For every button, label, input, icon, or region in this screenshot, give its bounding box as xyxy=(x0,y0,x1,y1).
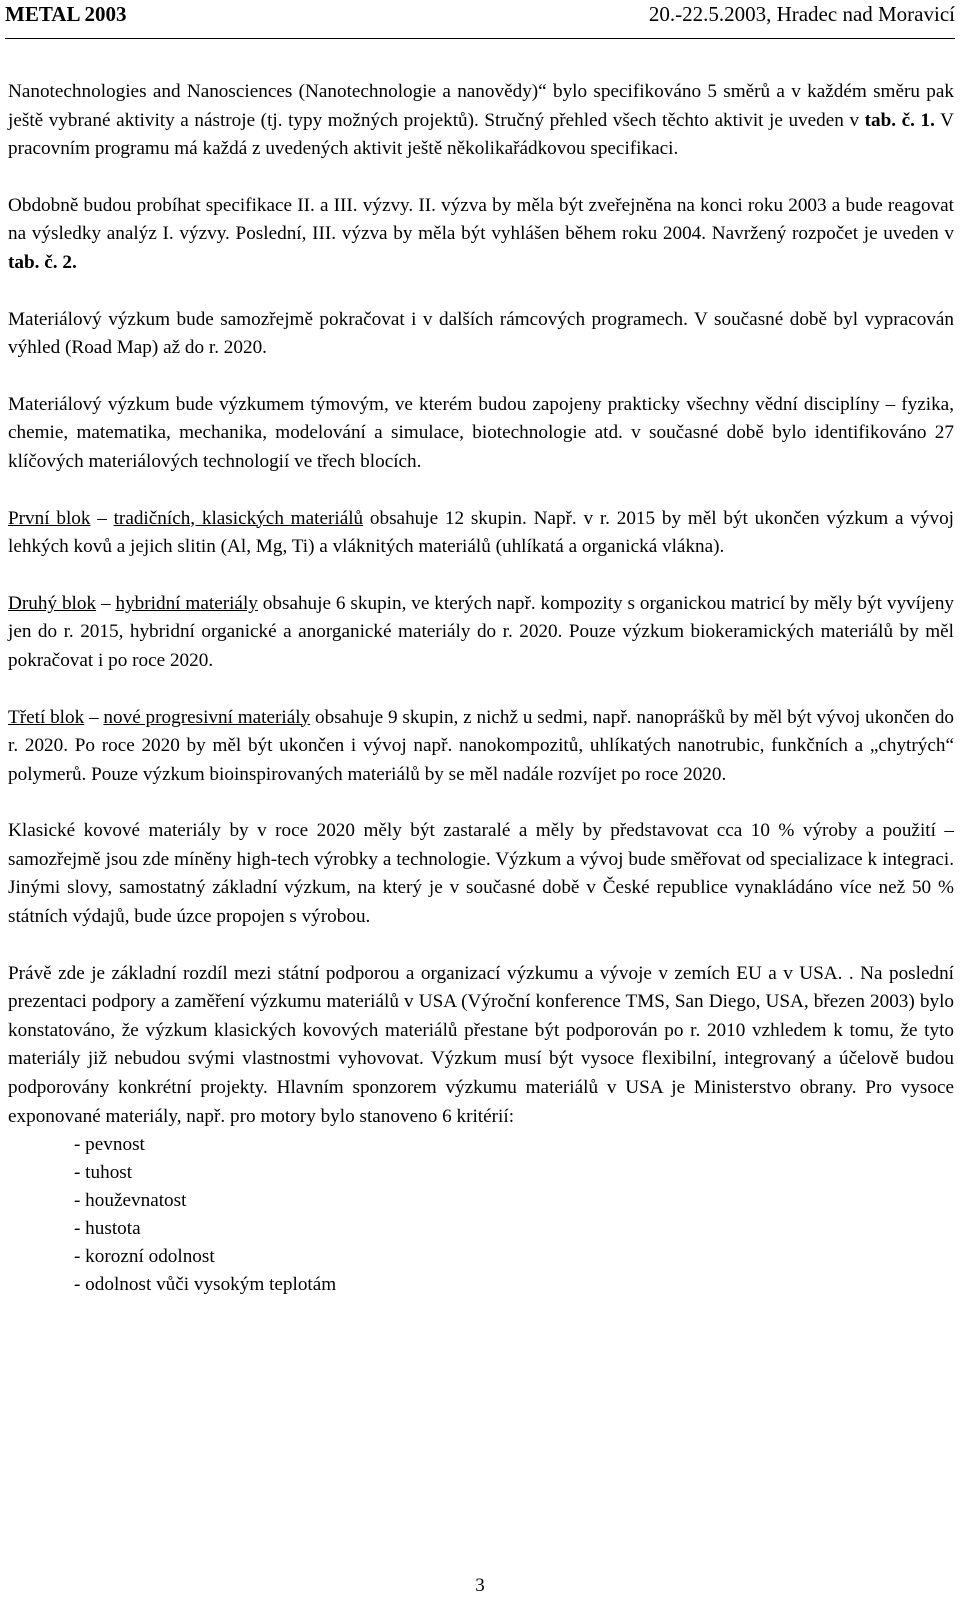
block-1-title: tradičních, klasických materiálů xyxy=(113,507,364,529)
paragraph-nanotechnologies: Nanotechnologies and Nanosciences (Nanotechnologie a nanovědy)“ bylo specifikováno 5 směrů a v každém směru pak ještě vybrané aktivity a nástroje (tj. typy možných projektů). Stručný přehled všech těchto aktivit je uveden v tab. č. 1. V pracovním programu má každá z uvedených aktivit ještě několikařádkovou specifikaci. xyxy=(8,81,954,160)
paragraph-team-research: Materiálový výzkum bude výzkumem týmovým, ve kterém budou zapojeny prakticky všechny vědní disciplíny – fyzika, chemie, matematika, mechanika, modelování a simulace, biotechnologie atd. v současné době bylo identifikováno 27 klíčových materiálových technologií ve třech blocích. xyxy=(8,393,954,472)
conference-date-place: 20.-22.5.2003, Hradec nad Moravicí xyxy=(648,2,955,26)
block-2-title: hybridní materiály xyxy=(115,592,258,614)
paragraph-classic-metals: Klasické kovové materiály by v roce 2020 měly být zastaralé a měly by představovat cca 10 % výroby a použití – samozřejmě jsou zde míněny high-tech výrobky a technologie. Výzkum a vývoj bude směřovat od specializace k integraci. Jinými slovy, samostatný základní výzkum, na který je v současné době v České republice vynakládáno více než 50 % státních výdajů, bude úzce propojen s výrobou. xyxy=(8,820,954,928)
header-divider xyxy=(5,38,955,39)
block-2-label: Druhý blok xyxy=(8,592,97,614)
table-ref-1: tab. č. 1. xyxy=(864,109,935,131)
page-header xyxy=(5,0,955,40)
page-number: 3 xyxy=(475,1575,485,1596)
list-item: - pevnost xyxy=(74,1134,145,1156)
paragraph-block-3: Třetí blok – nové progresivní materiály obsahuje 9 skupin, z nichž u sedmi, např. nanoprášků by měl být vývoj ukončen do r. 2020. Po roce 2020 by měl být ukončen i vývoj např. nanokompozitů, uhlíkatých nanotrubic, funkčních a „chytrých“ polymerů. Pouze výzkum bioinspirovaných materiálů by se měl nadále rozvíjet po roce 2020. xyxy=(8,706,955,785)
list-item: - odolnost vůči vysokým teplotám xyxy=(74,1274,337,1296)
paragraph-block-2: Druhý blok – hybridní materiály obsahuje 6 skupin, ve kterých např. kompozity s organickou matricí by měly být vyvíjeny jen do r. 2015, hybridní organické a anorganické materiály do r. 2020. Pouze výzkum biokeramických materiálů by měl pokračovat i po roce 2020. xyxy=(8,592,955,671)
list-item: - houževnatost xyxy=(74,1190,187,1212)
list-item: - korozní odolnost xyxy=(74,1246,215,1268)
paragraph-calls: Obdobně budou probíhat specifikace II. a III. výzvy. II. výzva by měla být zveřejněna na konci roku 2003 a bude reagovat na výsledky analýz I. výzvy. Poslední, III. výzva by měla být vyhlášen během roku 2004. Navržený rozpočet je uveden v tab. č. 2. xyxy=(8,194,954,273)
conference-title: METAL 2003 xyxy=(5,2,127,26)
criteria-list xyxy=(8,1131,954,1299)
paragraph-block-1: První blok – tradičních, klasických materiálů obsahuje 12 skupin. Např. v r. 2015 by měl být ukončen výzkum a vývoj lehkých kovů a jejich slitin (Al, Mg, Ti) a vláknitých materiálů (uhlíkatá a organická vlákna). xyxy=(8,507,954,558)
paragraph-eu-usa: Právě zde je základní rozdíl mezi státní podporou a organizací výzkumu a vývoje v zemích EU a v USA. . Na poslední prezentaci podpory a zaměření výzkumu materiálů v USA (Výroční konference TMS, San Diego, USA, březen 2003) bylo konstatováno, že výzkum klasických kovových materiálů přestane být podporován po r. 2010 vzhledem k tomu, že tyto materiály již nebudou svými vlastnostmi vyhovovat. Výzkum musí být vysoce flexibilní, integrovaný a účelově budou podporovány konkrétní projekty. Hlavním sponzorem výzkumu materiálů v USA je Ministerstvo obrany. Pro vysoce exponované materiály, např. pro motory bylo stanoveno 6 kritérií: xyxy=(8,962,954,1127)
paragraph-road-map: Materiálový výzkum bude samozřejmě pokračovat i v dalších rámcových programech. V současné době byl vypracován výhled (Road Map) až do r. 2020. xyxy=(8,308,954,359)
block-3-title: nové progresivní materiály xyxy=(103,706,311,728)
body-text xyxy=(8,78,954,1299)
list-item: - hustota xyxy=(74,1218,141,1240)
block-3-label: Třetí blok xyxy=(8,706,85,728)
block-1-label: První blok xyxy=(8,507,91,529)
list-item: - tuhost xyxy=(74,1162,133,1184)
table-ref-2: tab. č. 2. xyxy=(8,251,77,273)
